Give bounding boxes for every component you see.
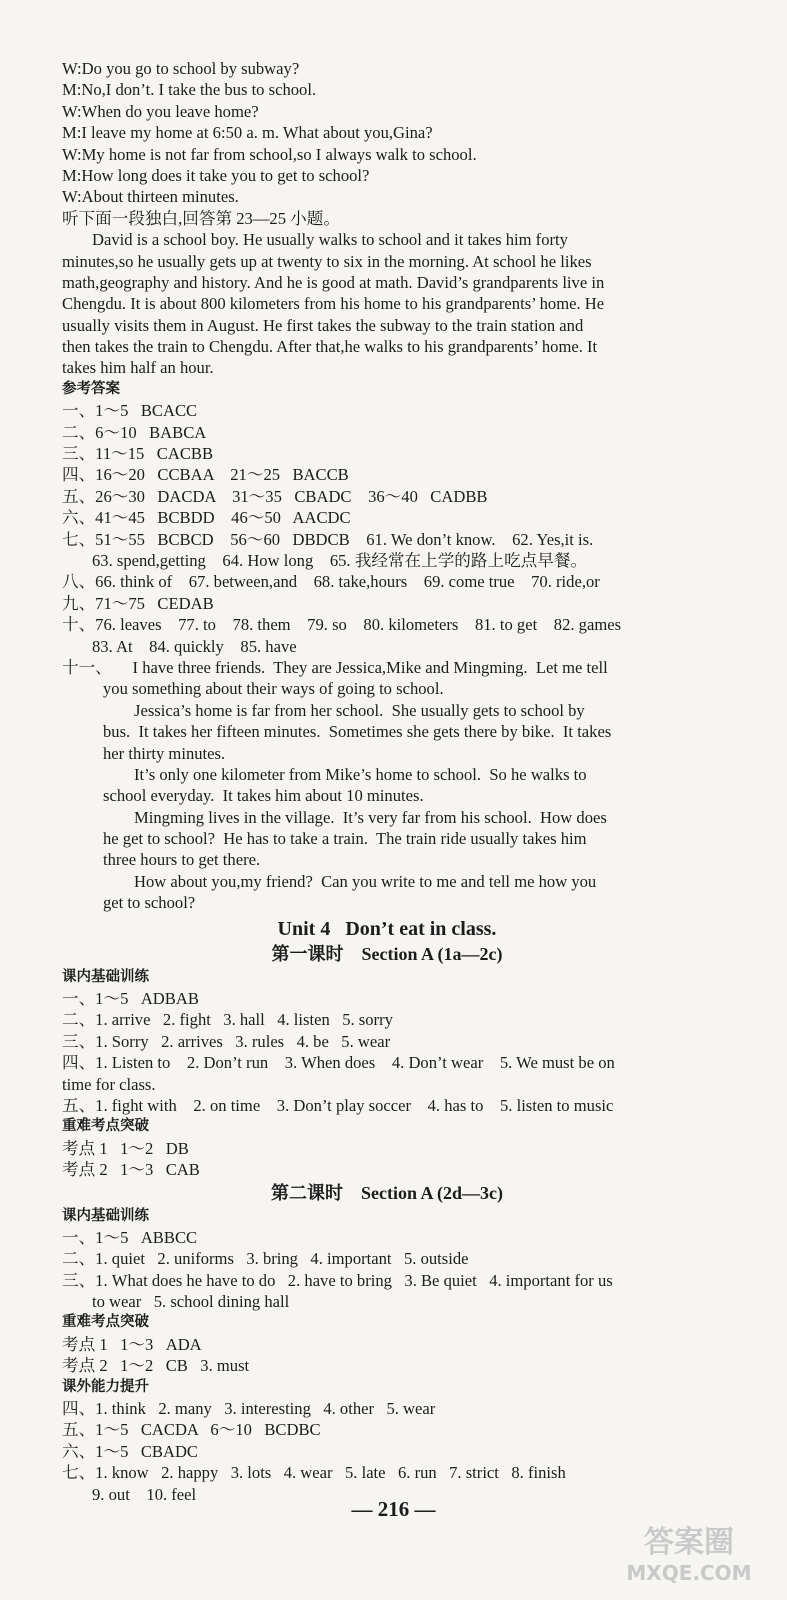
text-line: 一、1～5 ADBAB <box>62 989 199 1009</box>
text-line: usually visits them in August. He first takes the subway to the train station and <box>62 315 584 335</box>
text-line: then takes the train to Chengdu. After that,he walks to his grandparents’ home. It <box>62 337 598 357</box>
text-line: 五、1～5 CACDA 6～10 BCDBC <box>62 1420 321 1440</box>
section-heading: 重难考点突破 <box>62 1118 149 1135</box>
text-line: 二、6～10 BABCA <box>62 422 207 442</box>
text-line: 一、1～5 BCACC <box>62 401 198 421</box>
text-line: to wear 5. school dining hall <box>92 1292 290 1312</box>
text-line: get to school? <box>103 893 196 913</box>
text-line: 四、1. Listen to 2. Don’t run 3. When does 4. Don’t wear 5. We must be on <box>62 1053 615 1073</box>
text-line: bus. It takes her fifteen minutes. Sometimes she gets there by bike. It takes <box>103 722 612 742</box>
section-heading: 课外能力提升 <box>62 1378 149 1395</box>
text-line: 63. spend,getting 64. How long 65. 我经常在上学的路上吃点早餐。 <box>92 550 588 570</box>
section-heading: 参考答案 <box>62 380 120 397</box>
page-number: — 216 — <box>351 1497 436 1521</box>
text-line: 9. out 10. feel <box>92 1484 197 1504</box>
text-line: 考点 1 1～2 DB <box>62 1138 189 1158</box>
text-line: 六、1～5 CBADC <box>62 1441 198 1461</box>
text-line: W:When do you leave home? <box>62 101 259 121</box>
text-line: It’s only one kilometer from Mike’s home to school. So he walks to <box>134 764 587 784</box>
text-line: 二、1. quiet 2. uniforms 3. bring 4. important 5. outside <box>62 1249 469 1269</box>
text-line: time for class. <box>62 1074 156 1094</box>
text-line: W:My home is not far from school,so I always walk to school. <box>62 144 477 164</box>
text-line: 四、1. think 2. many 3. interesting 4. other 5. wear <box>62 1399 436 1419</box>
text-line: 考点 2 1～3 CAB <box>62 1160 200 1180</box>
text-line: 考点 2 1～2 CB 3. must <box>62 1356 250 1376</box>
text-line: 听下面一段独白,回答第 23—25 小题。 <box>62 208 340 228</box>
section-heading: 课内基础训练 <box>62 968 149 985</box>
section-title: 第二课时 Section A (2d—3c) <box>271 1182 503 1203</box>
text-line: 十一、 I have three friends. They are Jessica,Mike and Mingming. Let me tell <box>62 657 608 677</box>
text-line: 83. At 84. quickly 85. have <box>92 636 297 656</box>
text-line: W:Do you go to school by subway? <box>62 59 300 78</box>
text-line: M:I leave my home at 6:50 a. m. What about you,Gina? <box>62 123 433 143</box>
text-line: math,geography and history. And he is good at math. David’s grandparents live in <box>62 272 605 292</box>
text-line: Jessica’s home is far from her school. She usually gets to school by <box>134 700 585 720</box>
watermark-line2: MXQE.COM <box>626 1561 752 1585</box>
text-line: 五、1. fight with 2. on time 3. Don’t play soccer 4. has to 5. listen to music <box>62 1095 614 1115</box>
text-line: 二、1. arrive 2. fight 3. hall 4. listen 5. sorry <box>62 1010 393 1030</box>
section-heading: 重难考点突破 <box>62 1314 149 1331</box>
text-line: Mingming lives in the village. It’s very far from his school. How does <box>134 807 607 827</box>
unit-title: Unit 4 Don’t eat in class. <box>277 917 497 940</box>
text-line: 考点 1 1～3 ADA <box>62 1334 202 1354</box>
text-line: 三、1. What does he have to do 2. have to bring 3. Be quiet 4. important for us <box>62 1270 613 1290</box>
text-line: W:About thirteen minutes. <box>62 187 239 207</box>
text-line: 一、1～5 ABBCC <box>62 1227 198 1247</box>
text-line: her thirty minutes. <box>103 743 226 763</box>
section-heading: 课内基础训练 <box>62 1207 149 1224</box>
text-line: 六、41～45 BCBDD 46～50 AACDC <box>62 508 351 528</box>
text-line: 五、26～30 DACDA 31～35 CBADC 36～40 CADBB <box>62 486 488 506</box>
text-line: M:How long does it take you to get to school? <box>62 165 370 185</box>
text-line: 三、1. Sorry 2. arrives 3. rules 4. be 5. wear <box>62 1031 391 1051</box>
text-line: David is a school boy. He usually walks to school and it takes him forty <box>92 230 568 250</box>
text-line: 七、51～55 BCBCD 56～60 DBDCB 61. We don’t know. 62. Yes,it is. <box>62 529 594 549</box>
text-line: minutes,so he usually gets up at twenty to six in the morning. At school he likes <box>62 251 592 271</box>
watermark-logo <box>609 1518 769 1588</box>
text-line: 七、1. know 2. happy 3. lots 4. wear 5. late 6. run 7. strict 8. finish <box>62 1463 566 1483</box>
text-line: 四、16～20 CCBAA 21～25 BACCB <box>62 465 349 485</box>
section-title: 第一课时 Section A (1a—2c) <box>271 943 503 964</box>
text-line: takes him half an hour. <box>62 358 214 378</box>
text-line: he get to school? He has to take a train. The train ride usually takes him <box>103 829 587 849</box>
text-line: Chengdu. It is about 800 kilometers from his home to his grandparents’ home. He <box>62 294 605 314</box>
text-line: you something about their ways of going to school. <box>103 679 444 699</box>
text-line: school everyday. It takes him about 10 minutes. <box>103 786 424 806</box>
text-line: 九、71～75 CEDAB <box>62 593 214 613</box>
text-line: 八、66. think of 67. between,and 68. take,hours 69. come true 70. ride,or <box>62 572 600 592</box>
text-line: three hours to get there. <box>103 850 261 870</box>
text-line: How about you,my friend? Can you write to me and tell me how you <box>134 871 597 891</box>
text-line: 十、76. leaves 77. to 78. them 79. so 80. kilometers 81. to get 82. games <box>62 615 622 635</box>
text-line: M:No,I don’t. I take the bus to school. <box>62 80 317 100</box>
text-line: 三、11～15 CACBB <box>62 444 214 464</box>
answer-page <box>62 58 712 1505</box>
watermark-line1: 答案圈 <box>644 1525 734 1560</box>
